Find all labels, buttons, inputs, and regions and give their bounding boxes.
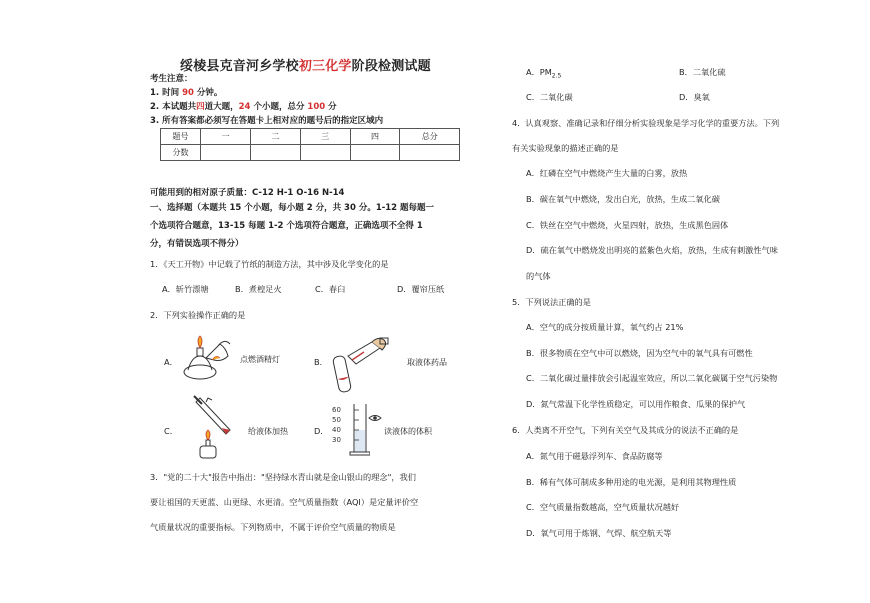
heating-test-tube-icon: [178, 392, 248, 462]
q3-option-d: D．臭氧: [679, 92, 710, 102]
score-table-header: 三: [300, 129, 350, 145]
q4-option-d: D．硫在氧气中燃烧发出明亮的蓝紫色火焰，放热，生成有刺激性气味: [526, 245, 778, 255]
q2-option-a-letter: A．: [164, 357, 178, 367]
q6-option-b: B．稀有气体可制成多种用途的电光源，是利用其物理性质: [526, 477, 737, 487]
alcohol-lamp-lighting-icon: [178, 334, 238, 384]
q1-option-c: C．春臼: [315, 284, 346, 294]
cylinder-tick-40: 40: [332, 426, 341, 434]
score-table-header: 一: [201, 129, 251, 145]
q2-option-d-letter: D．: [314, 426, 329, 436]
notice-line-2: 2. 本试题共四道大题，24 个小题，总分 100 分: [150, 102, 337, 112]
score-table-header: 总分: [400, 129, 460, 145]
score-cell: [300, 145, 350, 161]
q3-option-c: C．二氧化碳: [526, 92, 573, 102]
q2-option-a-label: 点燃酒精灯: [240, 355, 280, 364]
q6-option-a: A．氮气用于磁悬浮列车、食品防腐等: [526, 451, 663, 461]
cylinder-tick-50: 50: [332, 416, 341, 424]
q4-option-a: A．红磷在空气中燃烧产生大量的白雾，放热: [526, 168, 688, 178]
notice-line-1: 1. 时间 90 分钟。: [150, 88, 223, 98]
page-title: 绥棱县克音河乡学校初三化学阶段检测试题: [180, 59, 431, 74]
q6-option-d: D．氧气可用于炼钢、气焊、航空航天等: [526, 528, 672, 538]
q6-option-c: C．空气质量指数越高，空气质量状况越好: [526, 502, 680, 512]
score-table-header-row: [161, 129, 460, 145]
q2-option-d-label: 读液体的体积: [384, 427, 432, 436]
q5-stem: 5．下列说法正确的是: [512, 297, 591, 307]
score-table-score-row: [161, 145, 460, 161]
score-table-header: 四: [350, 129, 400, 145]
q1-option-a: A．斩竹漂塘: [162, 284, 209, 294]
q5-option-b: B．很多物质在空气中可以燃烧，因为空气中的氧气具有可燃性: [526, 348, 753, 358]
score-table-header: 题号: [161, 129, 201, 145]
q4-option-c: C．铁丝在空气中燃烧，火星四射，放热，生成黑色固体: [526, 220, 729, 230]
q4-line-2: 有关实验现象的描述正确的是: [512, 143, 619, 153]
q2-option-b-label: 取液体药品: [407, 358, 447, 367]
q3-line-1: 3．"党的二十大"报告中指出："坚持绿水青山就是金山银山的理念"，我们: [150, 472, 416, 482]
cylinder-tick-60: 60: [332, 406, 341, 414]
score-cell: [250, 145, 300, 161]
q6-stem: 6．人类离不开空气，下列有关空气及其成分的说法不正确的是: [512, 425, 739, 435]
score-cell: [350, 145, 400, 161]
q1-stem: 1．《天工开物》中记载了竹纸的制造方法，其中涉及化学变化的是: [150, 259, 389, 269]
q4-option-b: B．碳在氧气中燃烧，发出白光，放热，生成二氧化碳: [526, 194, 720, 204]
score-table-header: 二: [250, 129, 300, 145]
eye-icon: [368, 413, 382, 423]
q4-option-d-cont: 的气体: [526, 271, 551, 281]
notice-heading: 考生注意：: [150, 74, 193, 84]
score-table-row-label: 分数: [161, 145, 201, 161]
score-table: [160, 128, 460, 161]
q2-option-b-letter: B．: [314, 357, 328, 367]
section1-line-2: 个选项符合题意，13-15 每题 1-2 个选项符合题意，正确选项不全得 1: [150, 221, 423, 231]
q2-option-c-label: 给液体加热: [248, 427, 288, 436]
score-cell: [201, 145, 251, 161]
score-cell: [400, 145, 460, 161]
q5-option-a: A．空气的成分按质量计算，氧气约占 21%: [526, 322, 684, 332]
section1-line-1: 一、选择题（本题共 15 个小题，每小题 2 分，共 30 分。1-12 题每题一: [150, 203, 435, 213]
q3-line-2: 要让祖国的天更蓝、山更绿、水更清。空气质量指数（AQI）是定量评价空: [150, 497, 419, 507]
graduated-cylinder-icon: [330, 400, 370, 458]
notice-line-3: 3. 所有答案都必须写在答题卡上相对应的题号后的指定区域内: [150, 116, 384, 126]
atomic-mass-line: 可能用到的相对原子质量：C-12 H-1 O-16 N-14: [150, 188, 345, 198]
q3-option-a: A．$PM_{2.5}$: [526, 67, 562, 80]
section1-line-3: 分，有错误选项不得分）: [150, 239, 244, 249]
q2-option-c-letter: C．: [164, 426, 178, 436]
q1-option-b: B．煮楻足火: [235, 284, 282, 294]
q1-option-d: D．覆帘压纸: [397, 284, 445, 294]
q5-option-d: D．氮气常温下化学性质稳定，可以用作粮食、瓜果的保护气: [526, 399, 746, 409]
q3-option-b: B．二氧化硫: [679, 67, 726, 77]
q4-line-1: 4．认真观察、准确记录和仔细分析实验现象是学习化学的重要方法。下列: [512, 118, 780, 128]
q2-stem: 2．下列实验操作正确的是: [150, 310, 246, 320]
q3-line-3: 气质量状况的重要指标。下列物质中，不属于评价空气质量的物质是: [150, 522, 396, 532]
pour-liquid-icon: [328, 334, 403, 394]
q5-option-c: C．二氧化碳过量排放会引起温室效应，所以二氧化碳属于空气污染物: [526, 373, 778, 383]
cylinder-tick-30: 30: [332, 436, 341, 444]
